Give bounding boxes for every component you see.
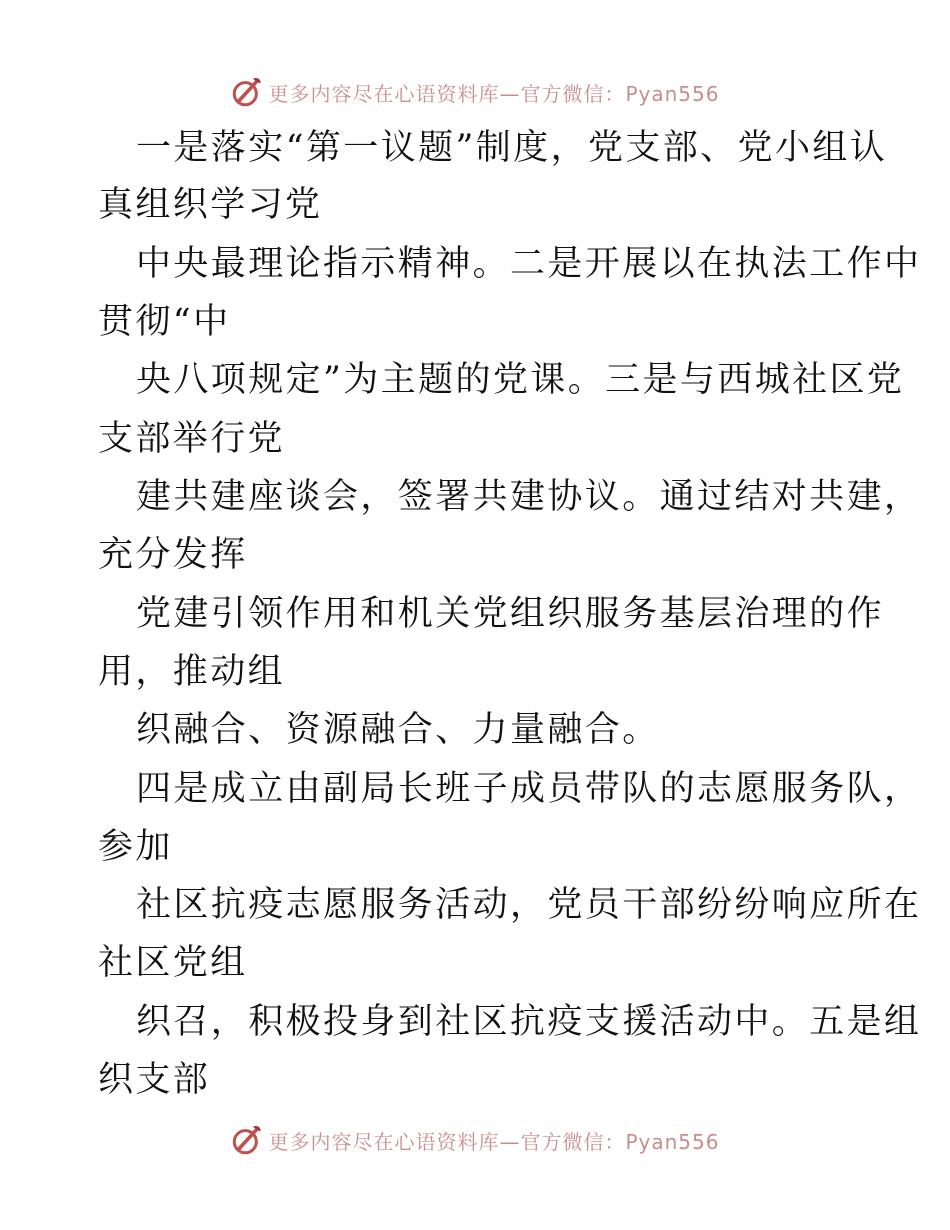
- text-line: 织融合、资源融合、力量融合。: [136, 710, 660, 750]
- text-line: 用，推动组: [98, 652, 286, 692]
- text-line: 贯彻“中: [98, 302, 231, 342]
- text-line: 织支部: [98, 1060, 211, 1100]
- quill-logo-icon: [230, 75, 264, 109]
- text-line: 真组织学习党: [98, 185, 323, 225]
- text-line: 党建引领作用和机关党组织服务基层治理的作: [136, 594, 885, 634]
- text-line: 建共建座谈会，签署共建协议。通过结对共建，: [136, 477, 922, 517]
- header-banner-text: 更多内容尽在心语资料库—官方微信：Pyan556: [268, 81, 720, 106]
- footer-banner-text: 更多内容尽在心语资料库—官方微信：Pyan556: [268, 1129, 720, 1154]
- footer-banner: [0, 1120, 950, 1160]
- quill-logo-icon: [230, 1123, 264, 1157]
- text-line: 社区抗疫志愿服务活动，党员干部纷纷响应所在: [136, 885, 922, 925]
- text-line: 一是落实“第一议题”制度，党支部、党小组认: [136, 128, 888, 168]
- text-line: 央八项规定”为主题的党课。三是与西城社区党: [136, 360, 905, 400]
- text-line: 参加: [98, 827, 173, 867]
- text-line: 四是成立由副局长班子成员带队的志愿服务队，: [136, 769, 922, 809]
- text-line: 充分发挥: [98, 535, 248, 575]
- text-line: 中央最理论指示精神。二是开展以在执法工作中: [136, 244, 922, 284]
- header-banner: [0, 72, 950, 112]
- text-line: 支部举行党: [98, 419, 286, 459]
- text-line: 织召，积极投身到社区抗疫支援活动中。五是组: [136, 1002, 922, 1042]
- text-line: 社区党组: [98, 943, 248, 983]
